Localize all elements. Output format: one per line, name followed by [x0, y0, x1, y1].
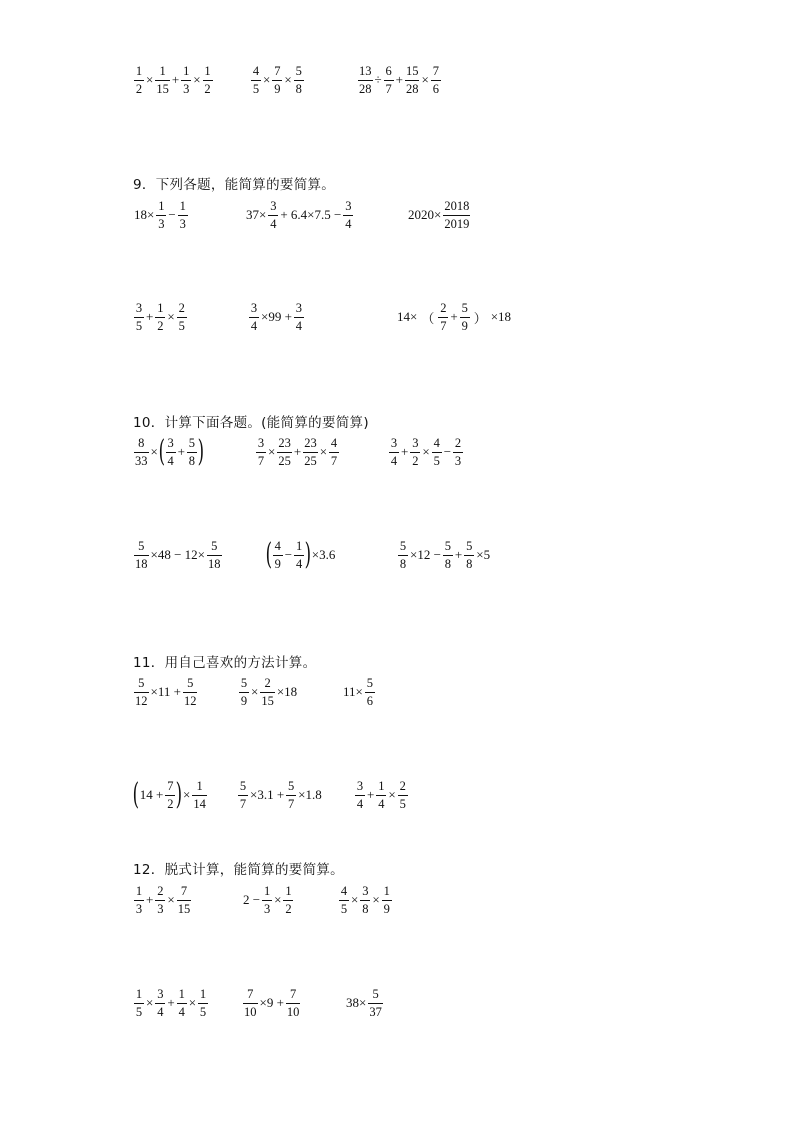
- big-paren: ): [197, 434, 204, 469]
- numerator: 3: [362, 884, 369, 898]
- numerator: 2: [157, 884, 164, 898]
- operator-text: 2 −: [243, 892, 261, 907]
- fraction: [165, 780, 175, 810]
- operator-text: +: [367, 787, 375, 802]
- fraction: [134, 677, 149, 707]
- numerator: 1: [263, 884, 271, 898]
- numerator: 1: [179, 199, 186, 213]
- denominator: 3: [135, 901, 143, 916]
- numerator: 2: [454, 436, 462, 450]
- fraction: [178, 200, 188, 230]
- denominator: 9: [274, 556, 281, 571]
- operator-text: ×: [251, 684, 259, 699]
- fraction: [273, 540, 283, 570]
- operator-text: 14 +: [139, 787, 164, 802]
- numerator: 5: [187, 676, 194, 690]
- numerator: 3: [157, 987, 164, 1001]
- fraction: [192, 780, 207, 810]
- math-expression: [265, 537, 336, 572]
- operator-text: +: [171, 72, 180, 87]
- numerator: 3: [390, 436, 398, 450]
- denominator: 15: [177, 901, 191, 916]
- fraction: [134, 65, 144, 95]
- numerator: 2: [264, 676, 271, 690]
- denominator: 7: [288, 796, 295, 811]
- math-expression: [248, 302, 305, 332]
- fraction: [432, 437, 442, 467]
- denominator: 4: [178, 1004, 185, 1019]
- numerator: 23: [278, 436, 291, 450]
- denominator: 18: [208, 556, 221, 571]
- denominator: 7: [239, 796, 247, 811]
- math-expression: [345, 988, 384, 1018]
- numerator: 1: [295, 539, 303, 553]
- numerator: 3: [167, 436, 174, 450]
- fraction: [294, 65, 304, 95]
- operator-text: ×: [167, 309, 175, 324]
- denominator: 7: [257, 453, 265, 468]
- fraction: [134, 437, 149, 467]
- fullwidth-paren: （: [421, 311, 435, 327]
- fraction: [398, 540, 408, 570]
- fraction: [382, 885, 392, 915]
- numerator: 5: [295, 64, 302, 78]
- math-expression: [242, 988, 301, 1018]
- denominator: 5: [135, 1004, 143, 1019]
- operator-text: ×: [188, 995, 197, 1010]
- problem-heading: 9．下列各题，能简算的要简算。: [133, 177, 336, 193]
- denominator: 3: [454, 453, 462, 468]
- math-expression: [133, 65, 214, 95]
- fraction: [155, 302, 165, 332]
- math-expression: [132, 777, 208, 812]
- denominator: 5: [252, 81, 260, 96]
- fraction: [177, 302, 187, 332]
- operator-text: +: [146, 892, 154, 907]
- operator-text: −: [443, 444, 452, 459]
- operator-text: + 6.4×7.5 −: [280, 207, 342, 222]
- numerator: 1: [199, 987, 207, 1001]
- operator-text: ×99 +: [261, 309, 292, 324]
- denominator: 10: [244, 1004, 257, 1019]
- operator-text: 2020×: [408, 207, 442, 222]
- fraction: [405, 65, 420, 95]
- operator-text: +: [395, 72, 403, 87]
- numerator: 7: [247, 987, 254, 1001]
- big-paren: ): [175, 777, 183, 812]
- denominator: 5: [178, 318, 185, 333]
- operator-text: ×: [421, 72, 429, 87]
- fraction: [431, 65, 441, 95]
- numerator: 5: [399, 539, 407, 553]
- denominator: 28: [405, 81, 419, 96]
- math-expression: [245, 200, 354, 230]
- denominator: 7: [385, 81, 392, 96]
- denominator: 2: [167, 796, 174, 811]
- denominator: 6: [366, 693, 373, 708]
- numerator: 5: [444, 539, 452, 553]
- denominator: 5: [433, 453, 440, 468]
- fraction: [360, 885, 370, 915]
- numerator: 2018: [444, 199, 470, 213]
- operator-text: −: [284, 547, 293, 562]
- operator-text: ×: [146, 995, 154, 1010]
- math-expression: [238, 677, 298, 707]
- denominator: 14: [193, 796, 206, 811]
- denominator: 3: [157, 901, 164, 916]
- fraction: [198, 988, 208, 1018]
- numerator: 1: [378, 779, 385, 793]
- numerator: 1: [135, 884, 143, 898]
- fullwidth-paren: ）: [473, 311, 487, 327]
- fraction: [243, 988, 258, 1018]
- numerator: 2: [399, 779, 406, 793]
- denominator: 2: [285, 901, 292, 916]
- denominator: 7: [440, 318, 447, 333]
- operator-text: ×5: [476, 547, 491, 562]
- operator-text: ×: [146, 72, 154, 87]
- operator-text: ×: [263, 72, 271, 87]
- denominator: 10: [286, 1004, 300, 1019]
- operator-text: 18×: [134, 207, 155, 222]
- denominator: 4: [295, 318, 303, 333]
- operator-text: ×: [351, 892, 359, 907]
- numerator: 4: [252, 64, 260, 78]
- denominator: 4: [250, 318, 258, 333]
- math-expression: [354, 780, 409, 810]
- numerator: 1: [183, 64, 190, 78]
- fraction: [277, 437, 292, 467]
- operator-text: ×12 −: [410, 547, 441, 562]
- operator-text: ×: [274, 892, 282, 907]
- operator-text: ×: [319, 444, 328, 459]
- numerator: 15: [405, 64, 419, 78]
- fraction: [134, 540, 149, 570]
- numerator: 7: [274, 64, 281, 78]
- math-expression: [133, 434, 204, 469]
- denominator: 33: [135, 453, 148, 468]
- operator-text: ×48 − 12×: [150, 547, 205, 562]
- numerator: 5: [466, 539, 473, 553]
- math-expression: [133, 988, 209, 1018]
- operator-text: ×11 +: [150, 684, 181, 699]
- denominator: 15: [156, 81, 169, 96]
- math-expression: [342, 677, 376, 707]
- math-expression: [237, 780, 323, 810]
- fraction: [134, 988, 144, 1018]
- numerator: 5: [138, 676, 145, 690]
- denominator: 8: [399, 556, 407, 571]
- fraction: [389, 437, 399, 467]
- fraction: [251, 65, 261, 95]
- denominator: 8: [362, 901, 369, 916]
- math-expression: [242, 885, 294, 915]
- math-expression: [357, 65, 442, 95]
- fraction: [398, 780, 408, 810]
- fraction: [443, 540, 453, 570]
- denominator: 2: [135, 81, 143, 96]
- numerator: 5: [288, 779, 295, 793]
- operator-text: 14×: [397, 309, 418, 324]
- math-expression: [338, 885, 393, 915]
- numerator: 3: [356, 779, 364, 793]
- math-expression: [133, 200, 189, 230]
- numerator: 5: [138, 539, 145, 553]
- fraction: [294, 540, 304, 570]
- math-expression: [133, 677, 198, 707]
- fraction: [134, 302, 144, 332]
- problem-heading: 10．计算下面各题。(能简算的要简算): [133, 415, 369, 431]
- denominator: 28: [359, 81, 372, 96]
- fraction: [207, 540, 222, 570]
- fraction: [272, 65, 282, 95]
- numerator: 1: [157, 301, 164, 315]
- fraction: [268, 200, 278, 230]
- numerator: 6: [385, 64, 392, 78]
- fraction: [249, 302, 259, 332]
- math-expression: [250, 65, 305, 95]
- denominator: 12: [135, 693, 148, 708]
- denominator: 8: [188, 453, 196, 468]
- denominator: 2: [204, 81, 211, 96]
- math-expression: [133, 302, 188, 332]
- denominator: 5: [340, 901, 348, 916]
- numerator: 1: [285, 884, 292, 898]
- denominator: 9: [240, 693, 248, 708]
- numerator: 2: [440, 301, 447, 315]
- fraction: [283, 885, 293, 915]
- numerator: 4: [274, 539, 281, 553]
- fraction: [294, 302, 304, 332]
- big-paren: (: [132, 777, 140, 812]
- numerator: 7: [290, 987, 297, 1001]
- fraction: [438, 302, 448, 332]
- fraction: [256, 437, 266, 467]
- math-expression: [133, 540, 223, 570]
- denominator: 5: [199, 1004, 207, 1019]
- numerator: 3: [412, 436, 419, 450]
- operator-text: ×3.1 +: [250, 787, 285, 802]
- numerator: 13: [359, 64, 372, 78]
- denominator: 2019: [444, 216, 470, 231]
- operator-text: ×: [193, 72, 201, 87]
- denominator: 4: [390, 453, 398, 468]
- fraction: [464, 540, 474, 570]
- fraction: [166, 437, 176, 467]
- operator-text: ×: [150, 444, 158, 459]
- operator-text: 37×: [246, 207, 267, 222]
- fraction: [286, 988, 301, 1018]
- denominator: 9: [383, 901, 390, 916]
- denominator: 4: [345, 216, 352, 231]
- denominator: 3: [179, 216, 186, 231]
- numerator: 3: [135, 301, 143, 315]
- operator-text: ×: [284, 72, 292, 87]
- denominator: 25: [304, 453, 317, 468]
- fraction: [183, 677, 198, 707]
- operator-text: +: [454, 547, 463, 562]
- fraction: [203, 65, 213, 95]
- operator-text: −: [168, 207, 176, 222]
- fraction: [238, 780, 248, 810]
- numerator: 4: [340, 884, 348, 898]
- numerator: 4: [330, 436, 338, 450]
- fraction: [443, 200, 470, 230]
- math-expression: [407, 200, 471, 230]
- numerator: 5: [366, 676, 373, 690]
- numerator: 1: [135, 64, 143, 78]
- fraction: [260, 677, 275, 707]
- denominator: 4: [378, 796, 385, 811]
- denominator: 18: [135, 556, 148, 571]
- numerator: 1: [383, 884, 390, 898]
- fraction: [355, 780, 365, 810]
- big-paren: ): [304, 537, 312, 572]
- numerator: 1: [204, 64, 211, 78]
- fraction: [181, 65, 191, 95]
- denominator: 8: [466, 556, 473, 571]
- fraction: [410, 437, 420, 467]
- operator-text: +: [450, 309, 458, 324]
- numerator: 2: [178, 301, 185, 315]
- fraction: [187, 437, 197, 467]
- operator-text: ÷: [374, 72, 382, 87]
- denominator: 2: [412, 453, 419, 468]
- numerator: 7: [167, 779, 174, 793]
- operator-text: +: [177, 444, 185, 459]
- fraction: [239, 677, 249, 707]
- math-expression: [397, 540, 491, 570]
- fraction: [460, 302, 470, 332]
- fraction: [155, 65, 170, 95]
- denominator: 12: [183, 693, 197, 708]
- fraction: [303, 437, 318, 467]
- denominator: 4: [167, 453, 174, 468]
- big-paren: (: [265, 537, 273, 572]
- numerator: 1: [135, 987, 143, 1001]
- numerator: 5: [372, 987, 379, 1001]
- operator-text: 38×: [346, 995, 367, 1010]
- denominator: 8: [444, 556, 452, 571]
- operator-text: ×: [372, 892, 380, 907]
- fraction: [134, 885, 144, 915]
- denominator: 2: [157, 318, 164, 333]
- math-expression: [255, 437, 340, 467]
- operator-text: ×1.8: [298, 787, 322, 802]
- denominator: 5: [399, 796, 406, 811]
- numerator: 3: [345, 199, 352, 213]
- operator-text: +: [293, 444, 302, 459]
- operator-text: ×: [183, 787, 191, 802]
- numerator: 5: [240, 676, 248, 690]
- fraction: [365, 677, 375, 707]
- numerator: 3: [257, 436, 265, 450]
- fraction: [177, 988, 187, 1018]
- operator-text: ×: [167, 892, 175, 907]
- fraction: [286, 780, 296, 810]
- numerator: 3: [270, 199, 277, 213]
- numerator: 5: [239, 779, 247, 793]
- math-expression: [133, 885, 192, 915]
- math-expression: [396, 302, 512, 332]
- problem-heading: 12．脱式计算，能简算的要简算。: [133, 862, 344, 878]
- numerator: 1: [158, 199, 165, 213]
- operator-text: ×18: [490, 309, 512, 324]
- fraction: [339, 885, 349, 915]
- denominator: 4: [295, 556, 303, 571]
- operator-text: ×: [422, 444, 430, 459]
- denominator: 5: [135, 318, 143, 333]
- fraction: [376, 780, 386, 810]
- operator-text: ×: [268, 444, 276, 459]
- fraction: [343, 200, 353, 230]
- big-paren: (: [158, 434, 165, 469]
- denominator: 7: [330, 453, 338, 468]
- denominator: 8: [295, 81, 302, 96]
- fraction: [453, 437, 463, 467]
- numerator: 3: [295, 301, 303, 315]
- denominator: 4: [270, 216, 277, 231]
- fraction: [177, 885, 192, 915]
- numerator: 7: [180, 884, 188, 898]
- fraction: [155, 885, 165, 915]
- operator-text: ×3.6: [311, 547, 336, 562]
- operator-text: ×18: [276, 684, 298, 699]
- fraction: [329, 437, 339, 467]
- denominator: 15: [261, 693, 274, 708]
- operator-text: ×: [388, 787, 396, 802]
- numerator: 4: [433, 436, 440, 450]
- operator-text: ×9 +: [259, 995, 284, 1010]
- numerator: 5: [211, 539, 218, 553]
- operator-text: +: [146, 309, 154, 324]
- denominator: 9: [274, 81, 281, 96]
- math-expression: [388, 437, 464, 467]
- numerator: 5: [188, 436, 196, 450]
- denominator: 4: [356, 796, 364, 811]
- denominator: 3: [263, 901, 271, 916]
- denominator: 9: [461, 318, 468, 333]
- numerator: 8: [138, 436, 145, 450]
- numerator: 23: [304, 436, 317, 450]
- denominator: 3: [183, 81, 190, 96]
- operator-text: +: [167, 995, 175, 1010]
- numerator: 1: [178, 987, 185, 1001]
- operator-text: 11×: [343, 684, 363, 699]
- fraction: [384, 65, 394, 95]
- numerator: 5: [461, 301, 468, 315]
- denominator: 37: [369, 1004, 382, 1019]
- operator-text: +: [401, 444, 409, 459]
- fraction: [262, 885, 272, 915]
- problem-heading: 11．用自己喜欢的方法计算。: [133, 655, 317, 671]
- fraction: [156, 200, 166, 230]
- fraction: [358, 65, 373, 95]
- numerator: 1: [196, 779, 203, 793]
- numerator: 3: [250, 301, 258, 315]
- numerator: 1: [159, 64, 166, 78]
- denominator: 6: [432, 81, 439, 96]
- denominator: 25: [278, 453, 291, 468]
- denominator: 3: [158, 216, 165, 231]
- fraction: [155, 988, 165, 1018]
- numerator: 7: [432, 64, 439, 78]
- fraction: [368, 988, 383, 1018]
- denominator: 4: [157, 1004, 164, 1019]
